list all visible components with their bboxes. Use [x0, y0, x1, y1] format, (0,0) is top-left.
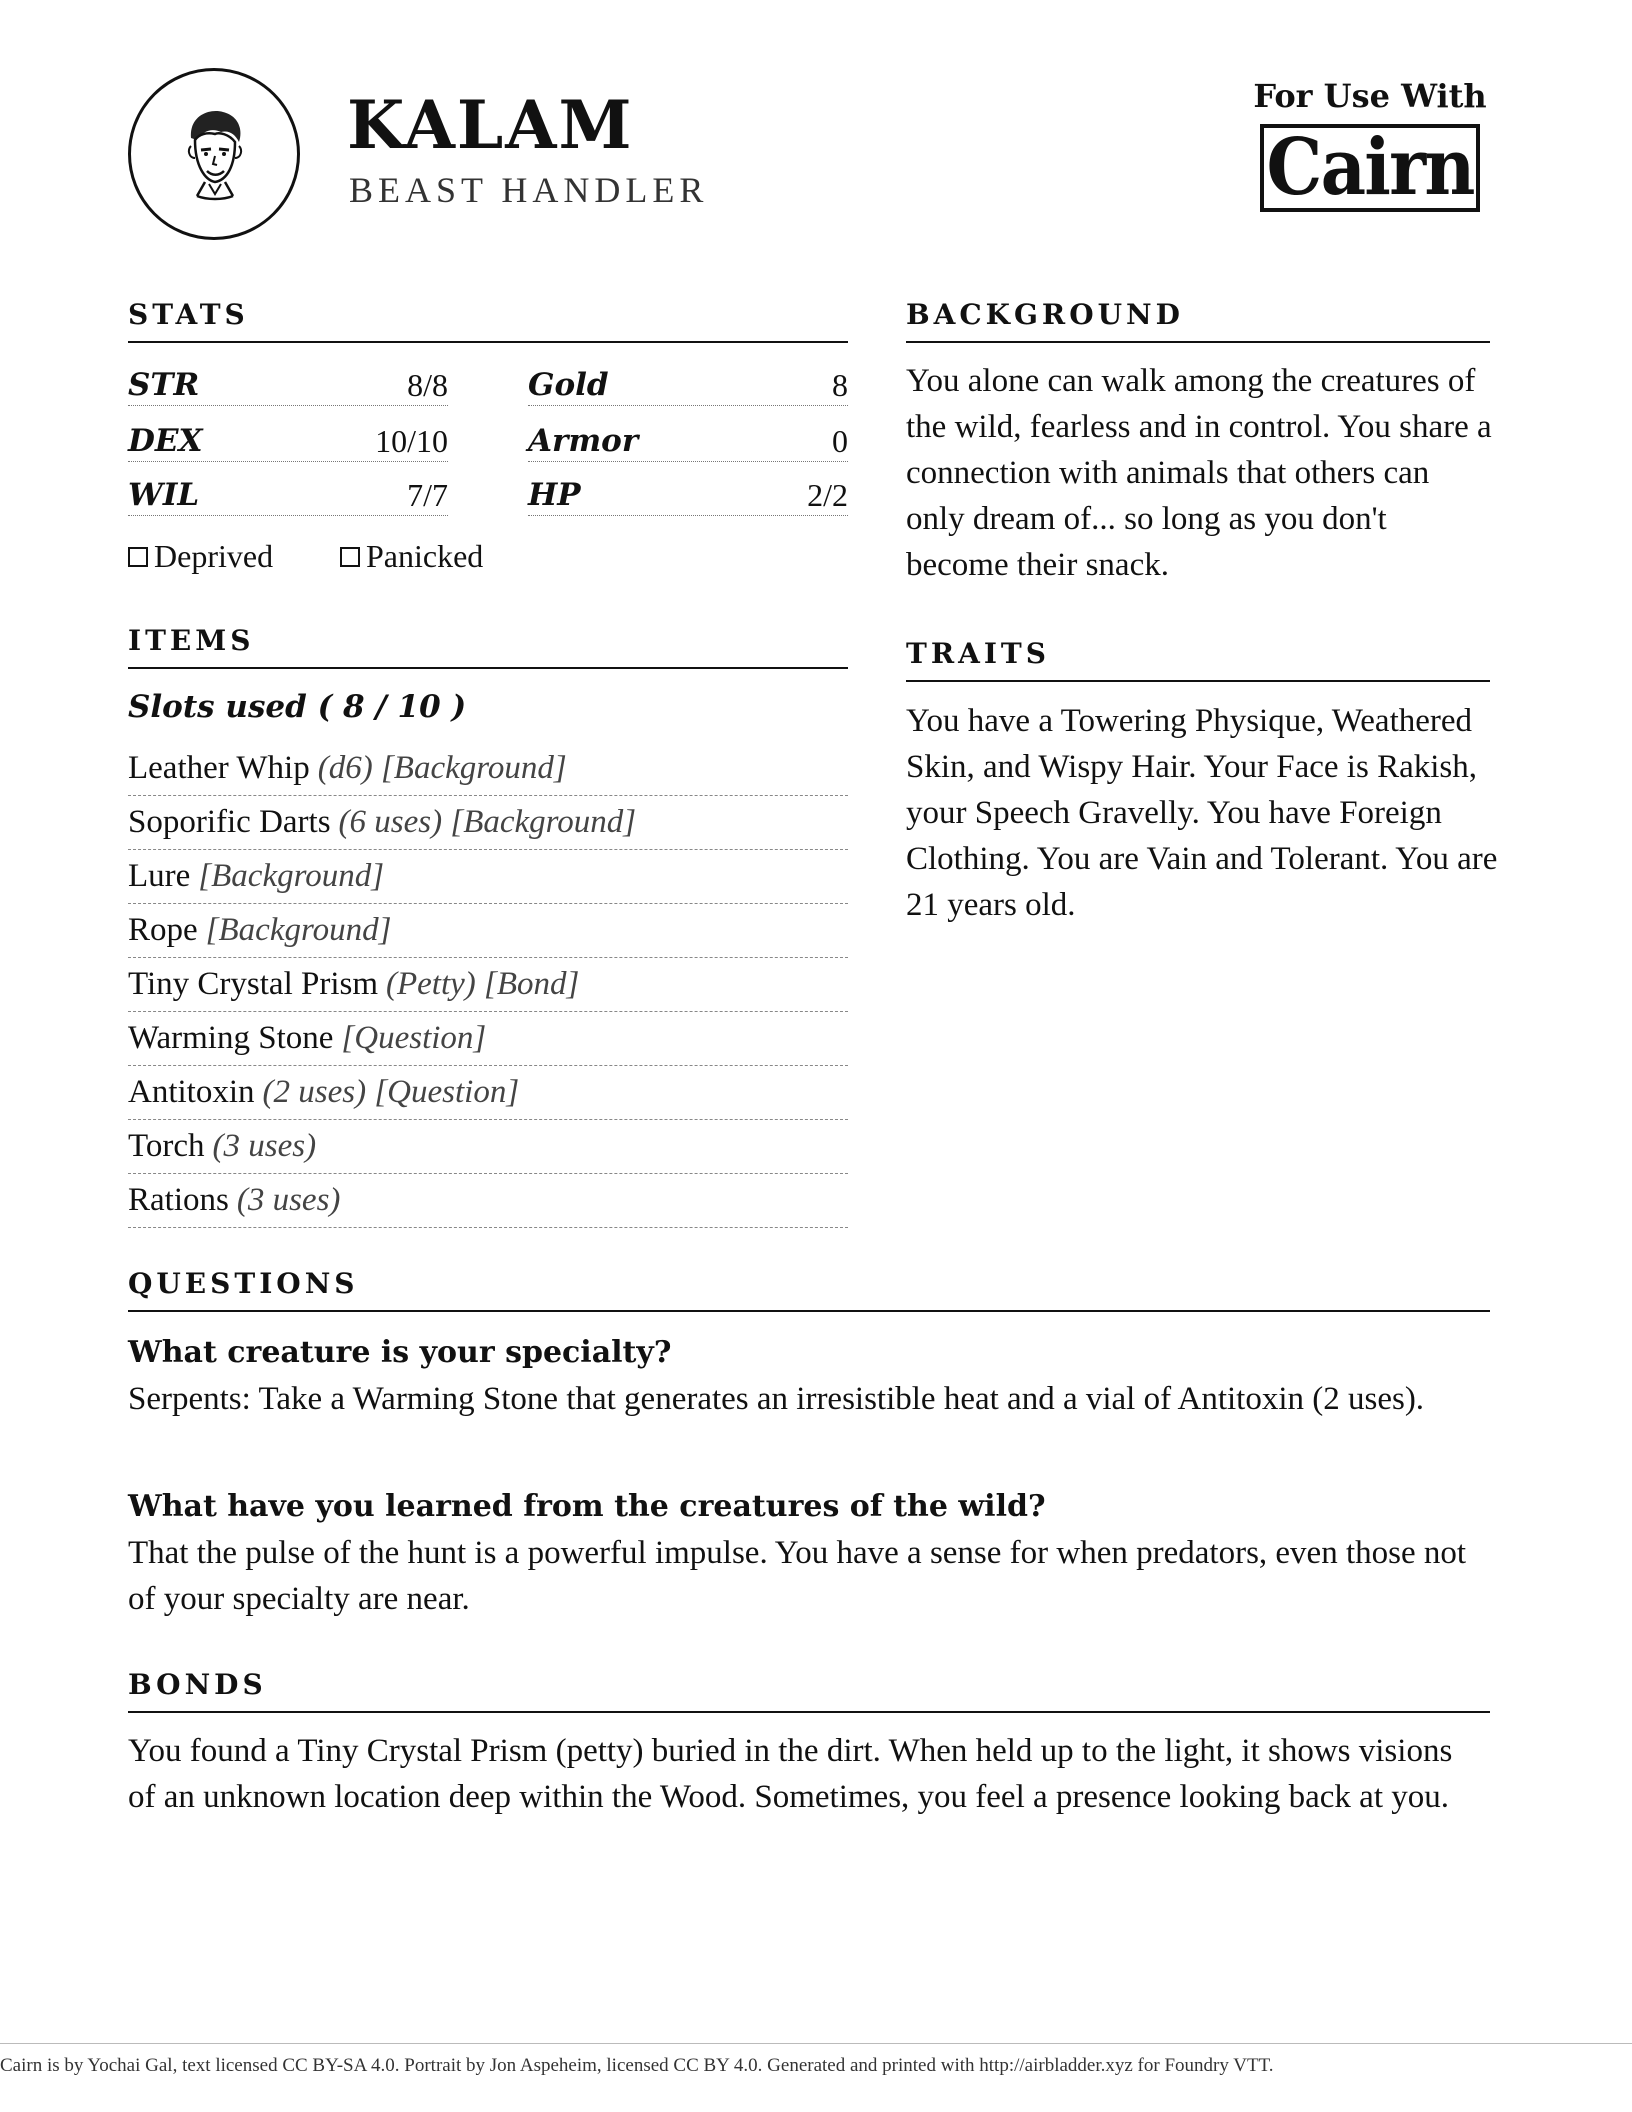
traits-heading: TRAITS: [906, 640, 1490, 682]
stat-key: DEX: [128, 423, 203, 459]
bonds-text: You found a Tiny Crystal Prism (petty) buried in the dirt. When held up to the light, it shows visions of an unknown location deep within the Wood. Sometimes, you feel a presence looking back at you.: [128, 1733, 1453, 1815]
stat-key: STR: [128, 367, 200, 403]
item-name: Rations: [128, 1182, 229, 1218]
item-row: [128, 958, 848, 1012]
stat-value: 0: [832, 423, 848, 459]
footer-divider: [0, 2043, 1632, 2044]
question-title: What have you learned from the creatures of the wild?: [128, 1489, 1046, 1524]
background-heading: BACKGROUND: [906, 301, 1490, 343]
slots-used: Slots used ( 8 / 10 ): [128, 689, 467, 725]
item-meta: (Petty) [Bond]: [386, 966, 580, 1002]
checkbox-box[interactable]: [340, 547, 360, 567]
stat-row-wil: [128, 472, 448, 516]
stat-row-str: [128, 362, 448, 406]
logo-text: Cairn: [1266, 122, 1474, 213]
traits-text: You have a Towering Physique, Weathered Skin, and Wispy Hair. Your Face is Rakish, your Speech Gravelly. You have Foreign Clothing. You are Vain and Tolerant. You are 21 years old.: [906, 703, 1498, 923]
items-heading: ITEMS: [128, 627, 848, 669]
item-row: [128, 1012, 848, 1066]
deprived-checkbox[interactable]: [128, 538, 273, 575]
panicked-checkbox[interactable]: [340, 538, 483, 575]
item-name: Antitoxin: [128, 1074, 255, 1110]
character-class: BEAST HANDLER: [349, 170, 709, 210]
question-title: What creature is your specialty?: [128, 1335, 672, 1370]
question-answer: Serpents: Take a Warming Stone that generates an irresistible heat and a vial of Antitoxin (2 uses).: [128, 1381, 1425, 1417]
stat-key: WIL: [128, 477, 200, 513]
stats-heading: STATS: [128, 301, 848, 343]
item-name: Lure: [128, 858, 191, 894]
background-text: You alone can walk among the creatures of the wild, fearless and in control. You share a connection with animals that others can only dream of... so long as you don't become their snack.: [906, 363, 1492, 583]
stat-key: Gold: [528, 367, 609, 403]
checkbox-box[interactable]: [128, 547, 148, 567]
item-name: Warming Stone: [128, 1020, 334, 1056]
checkbox-label: Deprived: [154, 538, 274, 574]
stat-value: 8: [832, 367, 848, 403]
bonds-heading: BONDS: [128, 1671, 1490, 1713]
item-meta: (3 uses): [212, 1128, 317, 1164]
questions-heading: QUESTIONS: [128, 1270, 1490, 1312]
item-row: [128, 850, 848, 904]
stat-row-gold: [528, 362, 848, 406]
item-meta: (6 uses) [Background]: [338, 804, 637, 840]
item-name: Torch: [128, 1128, 205, 1164]
item-row: [128, 1120, 848, 1174]
item-meta: [Question]: [341, 1020, 487, 1056]
stat-value: 2/2: [807, 477, 848, 513]
item-name: Leather Whip: [128, 750, 310, 786]
portrait-avatar: [128, 68, 300, 240]
character-portrait-icon: [169, 104, 259, 204]
item-row: [128, 1174, 848, 1228]
item-row: [128, 1066, 848, 1120]
item-meta: (2 uses) [Question]: [262, 1074, 520, 1110]
stat-key: HP: [528, 477, 581, 513]
item-name: Rope: [128, 912, 198, 948]
logo-caption: For Use With: [1253, 77, 1487, 115]
character-name: KALAM: [347, 86, 634, 164]
item-name: Tiny Crystal Prism: [128, 966, 379, 1002]
item-meta: [Background]: [205, 912, 392, 948]
stat-value: 10/10: [375, 423, 448, 459]
item-name: Soporific Darts: [128, 804, 331, 840]
stat-value: 8/8: [407, 367, 448, 403]
cairn-logo: [1250, 77, 1490, 213]
stat-key: Armor: [528, 423, 639, 459]
stat-row-dex: [128, 418, 448, 462]
item-meta: (d6) [Background]: [317, 750, 567, 786]
item-row: [128, 796, 848, 850]
item-row: [128, 904, 848, 958]
logo-box: [1260, 124, 1480, 212]
stat-row-armor: [528, 418, 848, 462]
item-meta: (3 uses): [236, 1182, 341, 1218]
checkbox-label: Panicked: [366, 538, 484, 574]
stat-row-hp: [528, 472, 848, 516]
item-meta: [Background]: [198, 858, 385, 894]
footer-credits: Cairn is by Yochai Gal, text licensed CC BY-SA 4.0. Portrait by Jon Aspeheim, licensed CC BY 4.0. Generated and printed with http://airbladder.xyz for Foundry VTT.: [0, 2055, 1274, 2076]
stat-value: 7/7: [407, 477, 448, 513]
question-answer: That the pulse of the hunt is a powerful impulse. You have a sense for when predators, even those not of your specialty are near.: [128, 1535, 1467, 1617]
item-row: [128, 742, 848, 796]
